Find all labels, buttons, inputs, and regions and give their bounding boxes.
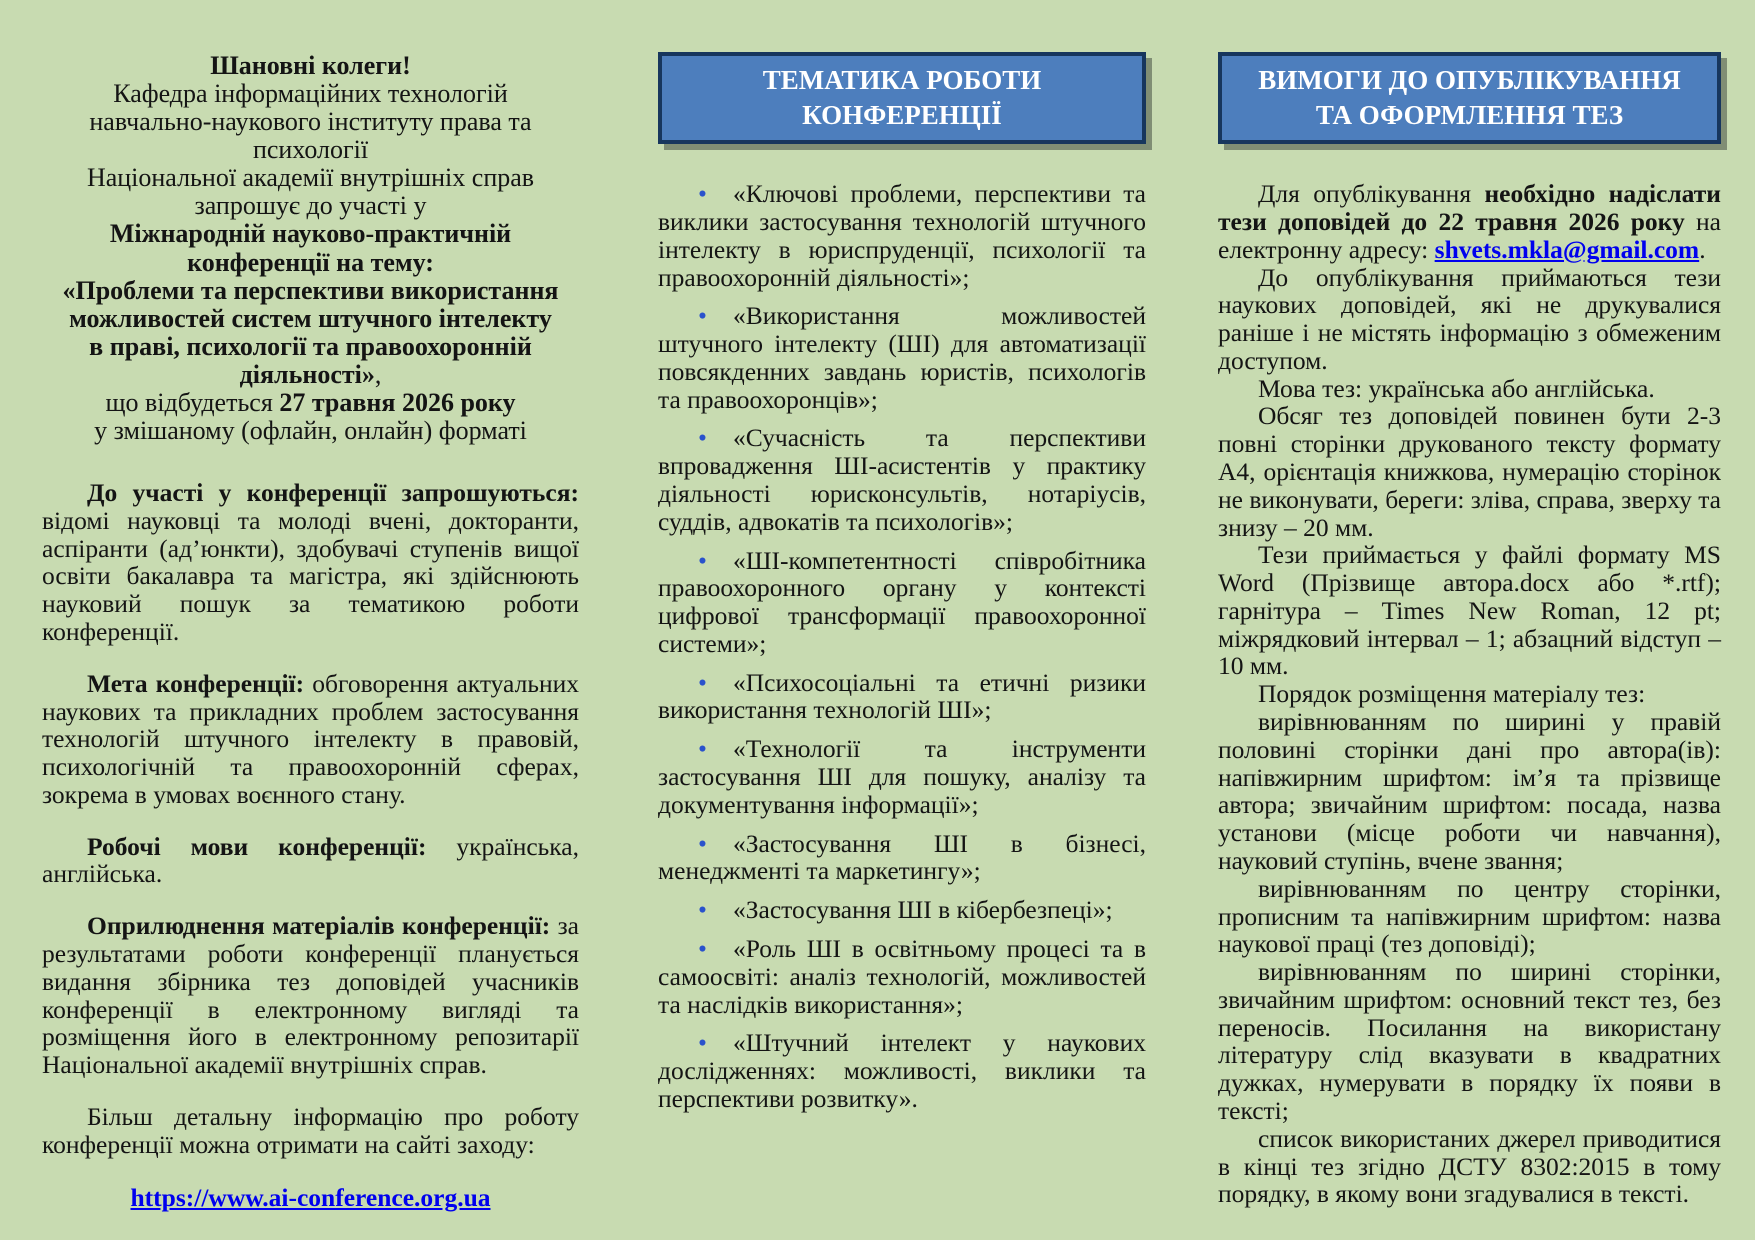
text-run: що відбудеться xyxy=(105,387,280,417)
text-run: . xyxy=(1699,234,1706,264)
text-run: Робочі мови конференції: xyxy=(87,831,427,861)
text-run: Національної академії внутрішніх справ xyxy=(86,163,535,193)
text-run: Кафедра інформаційних технологій xyxy=(113,79,508,109)
text-run: 27 травня 2026 року xyxy=(279,387,516,417)
bullet-icon: • xyxy=(698,545,707,575)
text-run: Більш детальну інформацію про роботу конференції можна отримати на сайті заходу: xyxy=(42,1101,579,1159)
bullet-icon: • xyxy=(698,895,707,925)
intro-line xyxy=(42,80,579,108)
paragraph xyxy=(42,479,579,646)
topic-bullet-item xyxy=(658,1029,1146,1112)
header-line: ТЕМАТИКА РОБОТИ xyxy=(762,65,1042,95)
text-run: Порядок розміщення матеріалу тез: xyxy=(1258,679,1646,709)
text-run: конференції на тему: xyxy=(187,247,434,277)
intro-line xyxy=(42,249,579,277)
requirement-paragraph xyxy=(1218,180,1721,263)
text-run: вирівнюванням по ширині у правій половині сторінки дані про автора(ів): напівжирним шрифтом: ім’я та прізвище автора; звичайним шрифтом: посада, назва установи (місце роботи чи навчання), науковий ступінь, вчене звання; xyxy=(1218,707,1721,875)
intro-line xyxy=(42,333,579,361)
text-run: , xyxy=(374,359,382,389)
topic-bullet-item xyxy=(658,830,1146,886)
text-run: Обсяг тез доповідей повинен бути 2-3 повні сторінки друкованого тексту формату А4, орієнтація книжкова, нумерацію сторінок не виконувати, береги: зліва, справа, зверху та знизу – 20 мм. xyxy=(1218,401,1721,542)
paragraph xyxy=(42,833,579,889)
topic-bullet-item xyxy=(658,424,1146,535)
bullet-text: «Застосування ШІ в бізнесі, менеджменті та маркетингу»; xyxy=(658,828,1146,886)
topic-bullet-item xyxy=(658,547,1146,658)
bullet-text: «Психосоціальні та етичні ризики використання технологій ШІ»; xyxy=(658,667,1146,725)
text-run: Міжнародній науково-практичній xyxy=(109,219,512,249)
topic-bullet-item xyxy=(658,302,1146,413)
intro-line xyxy=(42,52,579,80)
requirement-paragraph xyxy=(1218,264,1721,375)
header-line: ТА ОФОРМЛЕННЯ ТЕЗ xyxy=(1315,100,1624,131)
text-run: Тези приймається у файлі формату MS Word (Прізвище автора.docx або *.rtf); гарнітура – Times New Roman, 12 pt; міжрядковий інтервал – 1; абзацний відступ – 10 мм. xyxy=(1218,540,1721,681)
topics-header xyxy=(658,52,1146,144)
text-run: список використаних джерел приводитися в кінці тез згідно ДСТУ 8302:2015 в тому порядку, в якому вони згадувалися в тексті. xyxy=(1218,1123,1721,1209)
bullet-text: «Штучний інтелект у наукових дослідженнях: можливості, виклики та перспективи розвитку». xyxy=(658,1028,1146,1113)
text-run: Шановні колеги! xyxy=(210,51,411,80)
text-run: До опублікування приймаються тези наукових доповідей, які не друкувалися раніше і не містять інформацію з обмеженим доступом. xyxy=(1218,262,1721,375)
topic-bullet-item xyxy=(658,180,1146,291)
requirement-paragraph xyxy=(1218,1125,1721,1208)
text-run: на електронну адресу: xyxy=(1218,206,1721,264)
right-column xyxy=(1218,52,1721,1208)
intro-line xyxy=(42,108,579,164)
bullet-icon: • xyxy=(698,828,707,858)
text-run: відомі науковці та молоді вчені, докторанти, аспіранти (ад’юнкти), здобувачі ступенів вищої освіти бакалавра та магістра, які здійснюють науковий пошук за тематикою роботи конференції. xyxy=(42,505,579,646)
bullet-icon: • xyxy=(698,734,707,764)
text-run: «Проблеми та перспективи використання xyxy=(62,275,559,305)
text-run: вирівнюванням по центру сторінки, прописним та напівжирним шрифтом: назва наукової праці (тез доповіді); xyxy=(1218,873,1721,959)
bullet-text: «Роль ШІ в освітньому процесі та в самоосвіті: аналіз технологій, можливостей та наслідків використання»; xyxy=(658,933,1146,1019)
paragraph xyxy=(42,670,579,809)
text-run: Для опублікування xyxy=(1258,179,1485,209)
intro-line xyxy=(42,389,579,417)
requirement-paragraph xyxy=(1218,958,1721,1125)
conference-website-link[interactable]: https://www.ai-conference.org.ua xyxy=(130,1182,491,1212)
text-run: навчально-наукового інституту права та психології xyxy=(89,107,532,165)
middle-column xyxy=(658,52,1146,1124)
requirement-paragraph xyxy=(1218,541,1721,680)
website-link-line xyxy=(42,1183,579,1213)
bullet-text: «Сучасність та перспективи впровадження ШІ-асистентів у практику діяльності юрисконсультів, нотаріусів, суддів, адвокатів та психологів»; xyxy=(658,423,1146,536)
email-link[interactable]: shvets.mkla@gmail.com xyxy=(1434,234,1700,264)
text-run: Мова тез: українська або англійська. xyxy=(1258,373,1655,403)
header-line: ВИМОГИ ДО ОПУБЛІКУВАННЯ xyxy=(1258,65,1681,95)
intro-line xyxy=(42,220,579,248)
requirements-header xyxy=(1218,52,1721,144)
intro-line xyxy=(42,361,579,389)
intro-line xyxy=(42,164,579,192)
intro-line xyxy=(42,192,579,220)
text-run: в праві, психології та правоохоронній xyxy=(89,331,532,361)
text-run: обговорення актуальних наукових та прикладних проблем застосування технологій штучного інтелекту в правовій, психологічній та правоохоронній сферах, зокрема в умовах воєнного стану. xyxy=(42,668,579,809)
bullet-text: «Технології та інструменти застосування ШІ для пошуку, аналізу та документування інформації»; xyxy=(658,734,1146,819)
conference-intro xyxy=(42,52,579,445)
requirement-paragraph xyxy=(1218,708,1721,875)
left-column xyxy=(42,52,579,1213)
paragraph xyxy=(42,912,579,1079)
text-run: можливостей систем штучного інтелекту xyxy=(69,303,552,333)
bullet-icon: • xyxy=(698,423,707,453)
text-run: вирівнюванням по ширині сторінки, звичайним шрифтом: основний текст тез, без переносів. Посилання на використану літературу слід вказувати в квадратних дужках, нумерувати в порядку їх появи в тексті; xyxy=(1218,957,1721,1125)
website-info-text xyxy=(42,1103,579,1159)
text-run: діяльності» xyxy=(239,359,375,389)
requirement-paragraph xyxy=(1218,875,1721,958)
left-paragraphs xyxy=(42,479,579,1079)
topic-bullet-item xyxy=(658,735,1146,818)
text-run: Мета конференції: xyxy=(87,668,305,698)
text-run: за результатами роботи конференції планується видання збірника тез доповідей учасників конференції в електронному вигляді та розміщення його в електронному репозитарії Національної академії внутрішніх справ. xyxy=(42,911,579,1080)
bullet-text: «Застосування ШІ в кібербезпеці»; xyxy=(733,895,1113,925)
intro-line xyxy=(42,277,579,305)
bullet-text: «Використання можливостей штучного інтелекту (ШІ) для автоматизації повсякденних завдань юристів, психологів та правоохоронців»; xyxy=(658,301,1146,414)
text-run: необхідно надіслати тези доповідей до 22 травня 2026 року xyxy=(1218,179,1721,236)
bullet-icon: • xyxy=(698,1028,707,1058)
topic-bullet-item xyxy=(658,896,1146,924)
bullet-icon: • xyxy=(698,667,707,697)
intro-line xyxy=(42,417,579,445)
intro-line xyxy=(42,305,579,333)
bullet-icon: • xyxy=(698,933,707,963)
text-run: у змішаному (офлайн, онлайн) форматі xyxy=(94,416,527,446)
text-run: Оприлюднення матеріалів конференції: xyxy=(87,911,551,941)
topic-bullet-item xyxy=(658,935,1146,1018)
text-run: українська, англійська. xyxy=(42,831,579,889)
topic-bullet-item xyxy=(658,669,1146,725)
topics-list xyxy=(658,180,1146,1112)
bullet-text: «ШІ-компетентності співробітника правоохоронного органу у контексті цифрової трансформації правоохоронної системи»; xyxy=(658,545,1146,658)
header-line: КОНФЕРЕНЦІЇ xyxy=(802,100,1002,131)
text-run: До участі у конференції запрошуються: xyxy=(87,478,579,508)
text-run: запрошує до участі у xyxy=(194,191,427,221)
requirement-paragraph xyxy=(1218,402,1721,541)
requirement-paragraph xyxy=(1218,680,1721,708)
bullet-text: «Ключові проблеми, перспективи та виклики застосування технологій штучного інтелекту в юриспруденції, психології та правоохоронній діяльності»; xyxy=(658,179,1146,292)
requirements-paragraphs xyxy=(1218,180,1721,1208)
requirement-paragraph xyxy=(1218,375,1721,403)
bullet-icon: • xyxy=(698,179,707,209)
bullet-icon: • xyxy=(698,301,707,331)
